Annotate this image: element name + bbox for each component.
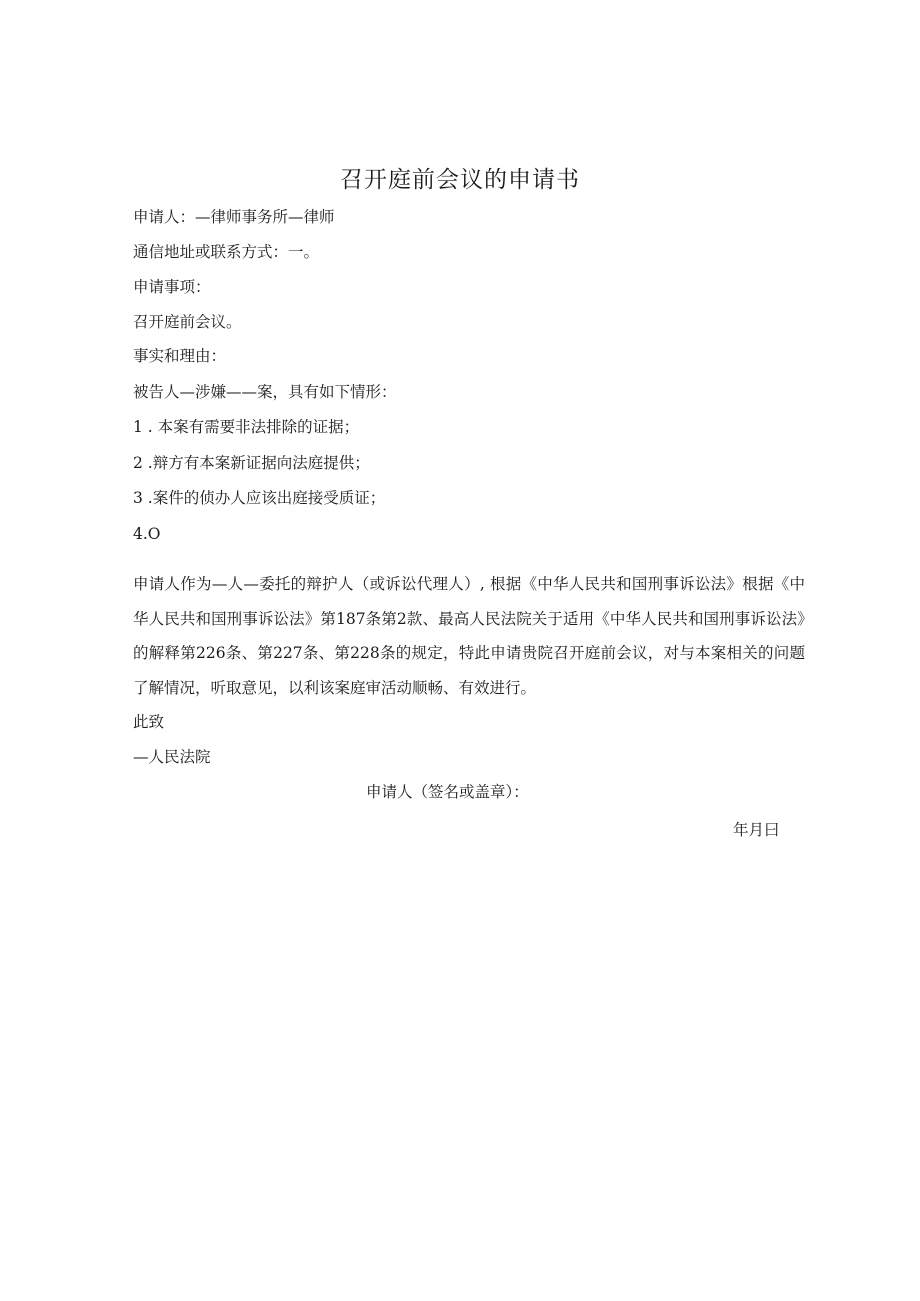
list-item: 3 .案件的侦办人应该出庭接受质证； [133, 489, 386, 507]
contact-line: 通信地址或联系方式：一。 [133, 243, 320, 261]
document-title: 召开庭前会议的申请书 [340, 167, 580, 193]
applicant-line: 申请人：—律师事务所—律师 [133, 208, 335, 226]
list-item: 2 .辩方有本案新证据向法庭提供； [133, 454, 370, 472]
facts-intro: 被告人—涉嫌——案，具有如下情形： [133, 383, 397, 401]
facts-heading: 事实和理由： [133, 347, 227, 365]
body-paragraph: 申请人作为—人—委托的辩护人（或诉讼代理人）, 根据《中华人民共和国刑事诉讼法》根据《中华人民共和国刑事诉讼法》第187条第2款、最高人民法院关于适用《中华人民共和国刑事诉讼法》的解释第226条、第227条、第228条的规定，特此申请贵院召开庭前会议，对与本案相关的问题了解情况，听取意见，以利该案庭审活动顺畅、有效进行。 [133, 575, 805, 697]
matter-heading: 申请事项： [133, 278, 211, 296]
list-item: 4.O [133, 525, 161, 543]
list-item: 1 . 本案有需要非法排除的证据； [133, 418, 360, 436]
date-line: 年月曰 [733, 821, 780, 839]
court-name: —人民法院 [133, 748, 211, 766]
signature-line: 申请人（签名或盖章）： [366, 783, 529, 801]
matter-text: 召开庭前会议。 [133, 313, 242, 331]
salutation: 此致 [133, 713, 165, 731]
